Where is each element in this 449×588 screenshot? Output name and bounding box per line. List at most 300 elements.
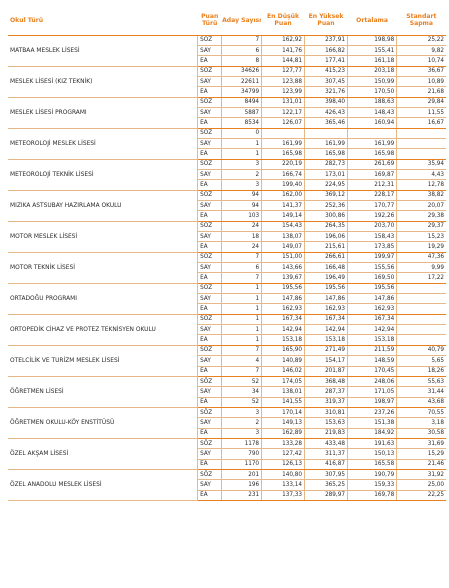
type-cell: EA <box>198 180 222 190</box>
type-cell: EA <box>198 118 222 128</box>
sd-cell: 4,43 <box>397 169 446 179</box>
count-cell: 1178 <box>222 438 262 448</box>
count-cell: 1 <box>222 149 262 159</box>
sd-cell: 25,00 <box>397 480 446 490</box>
min-cell: 127,42 <box>262 449 305 459</box>
avg-cell: 198,98 <box>347 35 396 45</box>
max-cell: 287,37 <box>305 387 348 397</box>
avg-cell: 165,58 <box>347 459 396 469</box>
table-row <box>8 283 446 293</box>
table-row <box>8 376 446 386</box>
max-cell: 282,73 <box>305 159 348 169</box>
type-cell: SÖZ <box>198 190 222 200</box>
count-cell: 7 <box>222 252 262 262</box>
table-row <box>8 66 446 76</box>
count-cell: 231 <box>222 490 262 500</box>
header-sd: Standart Sapma <box>397 6 446 35</box>
avg-cell: 171,05 <box>347 387 396 397</box>
table-row <box>8 469 446 479</box>
min-cell: 127,77 <box>262 66 305 76</box>
min-cell: 162,93 <box>262 304 305 314</box>
school-name-cell: MOTOR MESLEK LİSESİ <box>8 221 198 252</box>
max-cell: 153,63 <box>305 418 348 428</box>
type-cell: SÖZ <box>198 159 222 169</box>
type-cell: EA <box>198 273 222 283</box>
type-cell: SAY <box>198 294 222 304</box>
min-cell: 141,76 <box>262 45 305 55</box>
avg-cell: 155,56 <box>347 263 396 273</box>
sd-cell: 19,29 <box>397 242 446 252</box>
avg-cell: 198,97 <box>347 397 396 407</box>
min-cell: 199,40 <box>262 180 305 190</box>
max-cell: 307,95 <box>305 469 348 479</box>
count-cell: 201 <box>222 469 262 479</box>
type-cell: SÖZ <box>198 376 222 386</box>
sd-cell: 36,67 <box>397 66 446 76</box>
table-row <box>8 97 446 107</box>
sd-cell: 31,92 <box>397 469 446 479</box>
school-name-cell: MESLEK LİSESİ (KIZ TEKNİK) <box>8 66 198 97</box>
school-name-cell: MESLEK LİSESİ PROGRAMI <box>8 97 198 128</box>
max-cell: 264,35 <box>305 221 348 231</box>
avg-cell: 158,43 <box>347 232 396 242</box>
type-cell: EA <box>198 149 222 159</box>
count-cell: 7 <box>222 366 262 376</box>
max-cell: 219,83 <box>305 428 348 438</box>
min-cell: 123,88 <box>262 76 305 86</box>
school-name-cell: ÖZEL AKŞAM LİSESİ <box>8 438 198 469</box>
min-cell: 166,74 <box>262 169 305 179</box>
min-cell: 140,80 <box>262 469 305 479</box>
table-row <box>8 190 446 200</box>
count-cell: 790 <box>222 449 262 459</box>
type-cell: SAY <box>198 325 222 335</box>
avg-cell: 190,79 <box>347 469 396 479</box>
max-cell <box>305 128 348 138</box>
min-cell: 140,89 <box>262 356 305 366</box>
type-cell: SÖZ <box>198 221 222 231</box>
max-cell: 289,97 <box>305 490 348 500</box>
type-cell: SAY <box>198 201 222 211</box>
avg-cell: 142,94 <box>347 325 396 335</box>
table-row <box>8 159 446 169</box>
avg-cell: 203,18 <box>347 66 396 76</box>
header-min: En Düşük Puan <box>262 6 305 35</box>
max-cell: 165,98 <box>305 149 348 159</box>
sd-cell: 17,22 <box>397 273 446 283</box>
max-cell: 161,99 <box>305 138 348 148</box>
max-cell: 166,82 <box>305 45 348 55</box>
avg-cell: 169,50 <box>347 273 396 283</box>
avg-cell: 170,50 <box>347 87 396 97</box>
sd-cell: 15,23 <box>397 232 446 242</box>
max-cell: 154,17 <box>305 356 348 366</box>
min-cell: 167,34 <box>262 314 305 324</box>
max-cell: 271,49 <box>305 345 348 355</box>
school-name-cell: MIZIKA ASTSUBAY HAZIRLAMA OKULU <box>8 190 198 221</box>
sd-cell <box>397 138 446 148</box>
avg-cell: 151,38 <box>347 418 396 428</box>
count-cell: 22611 <box>222 76 262 86</box>
type-cell: SÖZ <box>198 66 222 76</box>
type-cell: SÖZ <box>198 35 222 45</box>
count-cell: 3 <box>222 428 262 438</box>
count-cell: 1 <box>222 304 262 314</box>
count-cell: 3 <box>222 159 262 169</box>
school-name-cell: ORTADOĞU PROGRAMI <box>8 283 198 314</box>
max-cell: 147,86 <box>305 294 348 304</box>
sd-cell: 30,58 <box>397 428 446 438</box>
table-row <box>8 35 446 45</box>
max-cell: 173,01 <box>305 169 348 179</box>
count-cell: 94 <box>222 190 262 200</box>
type-cell: SAY <box>198 138 222 148</box>
count-cell: 8 <box>222 56 262 66</box>
count-cell: 1 <box>222 294 262 304</box>
min-cell: 144,81 <box>262 56 305 66</box>
table-body <box>8 35 446 500</box>
header-count: Aday Sayısı <box>222 6 262 35</box>
avg-cell: 173,85 <box>347 242 396 252</box>
avg-cell: 148,59 <box>347 356 396 366</box>
max-cell: 224,95 <box>305 180 348 190</box>
avg-cell: 195,56 <box>347 283 396 293</box>
count-cell: 3 <box>222 180 262 190</box>
count-cell: 1 <box>222 138 262 148</box>
sd-cell: 70,55 <box>397 407 446 417</box>
count-cell: 6 <box>222 45 262 55</box>
min-cell: 138,01 <box>262 387 305 397</box>
type-cell: EA <box>198 335 222 345</box>
table-row <box>8 314 446 324</box>
count-cell: 1 <box>222 283 262 293</box>
count-cell: 103 <box>222 211 262 221</box>
max-cell: 166,48 <box>305 263 348 273</box>
sd-cell <box>397 304 446 314</box>
type-cell: EA <box>198 304 222 314</box>
type-cell: EA <box>198 242 222 252</box>
count-cell: 196 <box>222 480 262 490</box>
type-cell: EA <box>198 366 222 376</box>
table-row <box>8 407 446 417</box>
avg-cell: 162,93 <box>347 304 396 314</box>
type-cell: EA <box>198 87 222 97</box>
min-cell: 151,00 <box>262 252 305 262</box>
max-cell: 321,76 <box>305 87 348 97</box>
max-cell: 319,37 <box>305 397 348 407</box>
sd-cell: 31,69 <box>397 438 446 448</box>
count-cell: 3 <box>222 407 262 417</box>
avg-cell: 261,69 <box>347 159 396 169</box>
sd-cell: 9,82 <box>397 45 446 55</box>
type-cell: SÖZ <box>198 438 222 448</box>
count-cell: 8534 <box>222 118 262 128</box>
max-cell: 195,56 <box>305 283 348 293</box>
sd-cell: 10,74 <box>397 56 446 66</box>
sd-cell <box>397 294 446 304</box>
min-cell: 139,67 <box>262 273 305 283</box>
min-cell: 174,05 <box>262 376 305 386</box>
max-cell: 153,18 <box>305 335 348 345</box>
sd-cell: 16,67 <box>397 118 446 128</box>
header-school: Okul Türü <box>8 6 198 35</box>
avg-cell: 161,18 <box>347 56 396 66</box>
min-cell: 220,19 <box>262 159 305 169</box>
min-cell: 131,01 <box>262 97 305 107</box>
max-cell: 196,06 <box>305 232 348 242</box>
avg-cell: 170,45 <box>347 366 396 376</box>
sd-cell: 21,46 <box>397 459 446 469</box>
count-cell: 1 <box>222 314 262 324</box>
min-cell: 122,17 <box>262 107 305 117</box>
sd-cell: 47,36 <box>397 252 446 262</box>
type-cell: SÖZ <box>198 97 222 107</box>
min-cell: 123,99 <box>262 87 305 97</box>
avg-cell: 237,26 <box>347 407 396 417</box>
count-cell: 24 <box>222 221 262 231</box>
header-avg: Ortalama <box>347 6 396 35</box>
type-cell: SAY <box>198 387 222 397</box>
avg-cell: 150,13 <box>347 449 396 459</box>
type-cell: SÖZ <box>198 252 222 262</box>
min-cell: 133,28 <box>262 438 305 448</box>
max-cell: 365,25 <box>305 480 348 490</box>
min-cell: 165,98 <box>262 149 305 159</box>
min-cell: 153,18 <box>262 335 305 345</box>
avg-cell: 155,41 <box>347 45 396 55</box>
sd-cell <box>397 128 446 138</box>
avg-cell: 160,94 <box>347 118 396 128</box>
max-cell: 433,48 <box>305 438 348 448</box>
type-cell: EA <box>198 428 222 438</box>
min-cell: 149,14 <box>262 211 305 221</box>
sd-cell: 43,68 <box>397 397 446 407</box>
school-name-cell: ÖĞRETMEN OKULU-KÖY ENSTİTÜSÜ <box>8 407 198 438</box>
type-cell: SÖZ <box>198 345 222 355</box>
avg-cell: 248,06 <box>347 376 396 386</box>
min-cell: 161,99 <box>262 138 305 148</box>
avg-cell: 192,26 <box>347 211 396 221</box>
sd-cell: 40,79 <box>397 345 446 355</box>
max-cell: 252,36 <box>305 201 348 211</box>
min-cell <box>262 128 305 138</box>
count-cell: 2 <box>222 418 262 428</box>
count-cell: 0 <box>222 128 262 138</box>
min-cell: 126,07 <box>262 118 305 128</box>
school-name-cell: METEOROLOJİ TEKNİK LİSESİ <box>8 159 198 190</box>
sd-cell: 35,94 <box>397 159 446 169</box>
type-cell: EA <box>198 56 222 66</box>
max-cell: 177,41 <box>305 56 348 66</box>
count-cell: 2 <box>222 169 262 179</box>
avg-cell: 169,78 <box>347 490 396 500</box>
type-cell: SÖZ <box>198 407 222 417</box>
type-cell: SAY <box>198 480 222 490</box>
sd-cell: 22,25 <box>397 490 446 500</box>
sd-cell: 55,63 <box>397 376 446 386</box>
table-row <box>8 252 446 262</box>
count-cell: 5887 <box>222 107 262 117</box>
avg-cell: 191,63 <box>347 438 396 448</box>
min-cell: 142,94 <box>262 325 305 335</box>
sd-cell: 20,07 <box>397 201 446 211</box>
min-cell: 165,90 <box>262 345 305 355</box>
school-name-cell: ORTOPEDİK CİHAZ VE PROTEZ TEKNİSYEN OKULU <box>8 314 198 345</box>
count-cell: 1 <box>222 325 262 335</box>
type-cell: SÖZ <box>198 283 222 293</box>
sd-cell: 21,68 <box>397 87 446 97</box>
min-cell: 170,14 <box>262 407 305 417</box>
type-cell: SAY <box>198 232 222 242</box>
max-cell: 201,87 <box>305 366 348 376</box>
min-cell: 154,43 <box>262 221 305 231</box>
score-table <box>8 6 446 501</box>
header-max: En Yüksek Puan <box>305 6 348 35</box>
sd-cell <box>397 335 446 345</box>
count-cell: 94 <box>222 201 262 211</box>
count-cell: 34 <box>222 387 262 397</box>
type-cell: SAY <box>198 449 222 459</box>
type-cell: SAY <box>198 418 222 428</box>
count-cell: 7 <box>222 273 262 283</box>
table-row <box>8 221 446 231</box>
max-cell: 142,94 <box>305 325 348 335</box>
max-cell: 162,93 <box>305 304 348 314</box>
sd-cell: 5,65 <box>397 356 446 366</box>
type-cell: EA <box>198 211 222 221</box>
type-cell: SAY <box>198 169 222 179</box>
count-cell: 7 <box>222 35 262 45</box>
school-name-cell: MOTOR TEKNİK LİSESİ <box>8 252 198 283</box>
min-cell: 141,55 <box>262 397 305 407</box>
count-cell: 52 <box>222 397 262 407</box>
max-cell: 365,46 <box>305 118 348 128</box>
min-cell: 133,14 <box>262 480 305 490</box>
avg-cell: 153,18 <box>347 335 396 345</box>
avg-cell: 211,59 <box>347 345 396 355</box>
sd-cell: 29,38 <box>397 211 446 221</box>
avg-cell: 150,99 <box>347 76 396 86</box>
header-type: Puan Türü <box>198 6 222 35</box>
avg-cell: 159,33 <box>347 480 396 490</box>
type-cell: EA <box>198 459 222 469</box>
sd-cell: 15,29 <box>397 449 446 459</box>
count-cell: 8494 <box>222 97 262 107</box>
count-cell: 1 <box>222 335 262 345</box>
table-row <box>8 345 446 355</box>
sd-cell: 11,55 <box>397 107 446 117</box>
avg-cell: 167,34 <box>347 314 396 324</box>
max-cell: 416,87 <box>305 459 348 469</box>
max-cell: 300,86 <box>305 211 348 221</box>
sd-cell: 38,82 <box>397 190 446 200</box>
type-cell: SAY <box>198 107 222 117</box>
count-cell: 18 <box>222 232 262 242</box>
avg-cell: 170,77 <box>347 201 396 211</box>
sd-cell: 29,84 <box>397 97 446 107</box>
min-cell: 141,37 <box>262 201 305 211</box>
min-cell: 195,56 <box>262 283 305 293</box>
max-cell: 237,91 <box>305 35 348 45</box>
min-cell: 162,92 <box>262 35 305 45</box>
avg-cell: 228,17 <box>347 190 396 200</box>
type-cell: SÖZ <box>198 128 222 138</box>
min-cell: 137,33 <box>262 490 305 500</box>
sd-cell <box>397 283 446 293</box>
avg-cell: 169,87 <box>347 169 396 179</box>
avg-cell: 165,98 <box>347 149 396 159</box>
school-name-cell: METEOROLOJİ MESLEK LİSESİ <box>8 128 198 159</box>
type-cell: EA <box>198 397 222 407</box>
type-cell: SAY <box>198 76 222 86</box>
sd-cell <box>397 325 446 335</box>
school-name-cell: MATBAA MESLEK LİSESİ <box>8 35 198 66</box>
min-cell: 138,07 <box>262 232 305 242</box>
count-cell: 4 <box>222 356 262 366</box>
avg-cell: 203,70 <box>347 221 396 231</box>
table-row <box>8 438 446 448</box>
max-cell: 310,81 <box>305 407 348 417</box>
min-cell: 143,66 <box>262 263 305 273</box>
count-cell: 52 <box>222 376 262 386</box>
count-cell: 7 <box>222 345 262 355</box>
min-cell: 147,86 <box>262 294 305 304</box>
avg-cell: 148,43 <box>347 107 396 117</box>
min-cell: 149,07 <box>262 242 305 252</box>
type-cell: SÖZ <box>198 469 222 479</box>
max-cell: 307,45 <box>305 76 348 86</box>
count-cell: 6 <box>222 263 262 273</box>
count-cell: 34626 <box>222 66 262 76</box>
max-cell: 368,48 <box>305 376 348 386</box>
sd-cell: 31,44 <box>397 387 446 397</box>
max-cell: 415,23 <box>305 66 348 76</box>
sd-cell: 3,18 <box>397 418 446 428</box>
sd-cell <box>397 149 446 159</box>
avg-cell: 147,86 <box>347 294 396 304</box>
school-name-cell: OTELCİLİK VE TURİZM MESLEK LİSESİ <box>8 345 198 376</box>
max-cell: 398,40 <box>305 97 348 107</box>
school-name-cell: ÖZEL ANADOLU MESLEK LİSESİ <box>8 469 198 500</box>
avg-cell: 212,31 <box>347 180 396 190</box>
min-cell: 146,02 <box>262 366 305 376</box>
max-cell: 196,49 <box>305 273 348 283</box>
avg-cell: 188,63 <box>347 97 396 107</box>
max-cell: 426,43 <box>305 107 348 117</box>
sd-cell: 10,89 <box>397 76 446 86</box>
type-cell: EA <box>198 490 222 500</box>
type-cell: SÖZ <box>198 314 222 324</box>
avg-cell <box>347 128 396 138</box>
count-cell: 34799 <box>222 87 262 97</box>
min-cell: 162,89 <box>262 428 305 438</box>
sd-cell: 18,26 <box>397 366 446 376</box>
avg-cell: 184,92 <box>347 428 396 438</box>
avg-cell: 161,99 <box>347 138 396 148</box>
table-row <box>8 128 446 138</box>
max-cell: 266,61 <box>305 252 348 262</box>
school-name-cell: ÖĞRETMEN LİSESİ <box>8 376 198 407</box>
count-cell: 24 <box>222 242 262 252</box>
max-cell: 311,37 <box>305 449 348 459</box>
max-cell: 369,12 <box>305 190 348 200</box>
count-cell: 1170 <box>222 459 262 469</box>
sd-cell: 9,99 <box>397 263 446 273</box>
min-cell: 126,13 <box>262 459 305 469</box>
header-row <box>8 6 446 35</box>
min-cell: 162,00 <box>262 190 305 200</box>
max-cell: 167,34 <box>305 314 348 324</box>
